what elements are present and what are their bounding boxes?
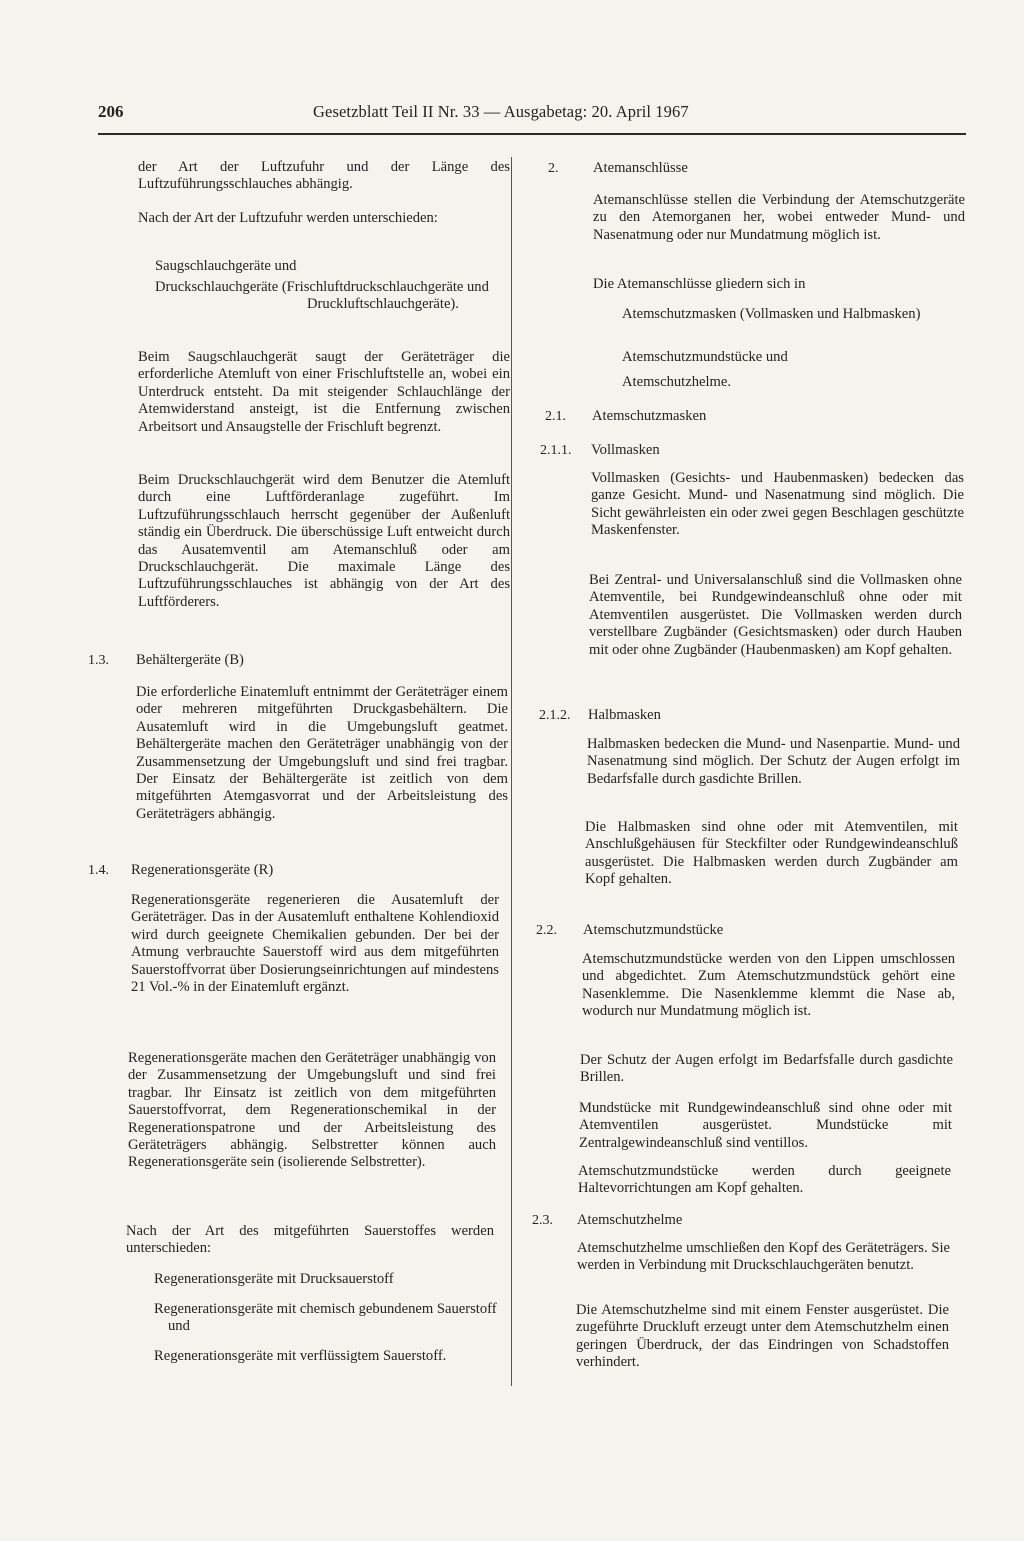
list-item: Regenerationsgeräte mit chemisch gebundenem Sauerstoff und [154, 1301, 497, 1335]
section-title: Behältergeräte (B) [136, 652, 244, 668]
paragraph: Atemschutzmundstücke werden durch geeignete Haltevorrichtungen am Kopf gehalten. [578, 1163, 951, 1197]
section-title: Regenerationsgeräte (R) [131, 862, 274, 878]
section-title: Atemschutzhelme [577, 1212, 683, 1228]
column-divider [511, 157, 512, 1386]
paragraph: Die Atemanschlüsse gliedern sich in [593, 276, 806, 292]
list-item: Saugschlauchgeräte und [155, 258, 297, 274]
paragraph: Der Schutz der Augen erfolgt im Bedarfsfalle durch gasdichte Brillen. [580, 1052, 953, 1086]
paragraph: Regenerationsgeräte regenerieren die Ausatemluft der Geräteträger. Das in der Ausatemluft enthaltene Kohlendioxid wird durch geeignete Chemikalien gebunden. Der bei der Atmung verbrauchte Sauerstoff wird aus dem mitgeführten Sauerstoffvorrat über Dosierungseinrichtungen auf mindestens 21 Vol.-% in der Einatemluft ergänzt. [131, 892, 499, 996]
paragraph: Nach der Art des mitgeführten Sauerstoffes werden unterschieden: [126, 1223, 494, 1257]
paragraph: Mundstücke mit Rundgewindeanschluß sind ohne oder mit Atemventilen ausgerüstet. Mundstücke mit Zentralgewindeanschluß sind ventillos. [579, 1100, 952, 1151]
section-number: 1.4. [88, 863, 109, 878]
list-item: Atemschutzmasken (Vollmasken und Halbmasken) [622, 306, 921, 322]
list-item: Regenerationsgeräte mit Drucksauerstoff [154, 1271, 394, 1287]
list-item: Atemschutzmundstücke und [622, 349, 788, 365]
list-item: Atemschutzhelme. [622, 374, 732, 390]
section-number: 2. [548, 161, 559, 176]
section-title: Vollmasken [591, 442, 660, 458]
page-header [98, 102, 964, 124]
paragraph: Regenerationsgeräte machen den Geräteträger unabhängig von der Zusammensetzung der Umgebungsluft und sind frei tragbar. Ihr Einsatz ist zeitlich von dem mitgeführten Sauerstoffvorrat, dem Regenerationschemikal in der Regenerationspatrone und der Arbeitsleistung des Geräteträgers abhängig. Selbstretter können auch Regenerationsgeräte sein (isolierende Selbstretter). [128, 1050, 496, 1171]
section-title: Atemschutzmundstücke [583, 922, 724, 938]
paragraph: Beim Saugschlauchgerät saugt der Geräteträger die erforderliche Atemluft von einer Frischluftstelle an, wobei ein Unterdruck entsteht. Da mit steigender Schlauchlänge der Atemwiderstand ansteigt, ist die Entfernung zwischen Arbeitsort und Ansaugstelle der Frischluft begrenzt. [138, 349, 510, 435]
running-title: Gesetzblatt Teil II Nr. 33 — Ausgabetag: 20. April 1967 [313, 102, 689, 121]
section-number: 2.1.1. [540, 443, 572, 458]
section-number: 2.3. [532, 1213, 553, 1228]
section-number: 2.2. [536, 923, 557, 938]
paragraph: der Art der Luftzufuhr und der Länge des Luftzuführungsschlauches abhängig. [138, 159, 510, 193]
paragraph: Die erforderliche Einatemluft entnimmt der Geräteträger einem oder mehreren mitgeführten Druckgasbehältern. Die Ausatemluft wird in die Umgebungsluft geatmet. Behältergeräte machen den Geräteträger unabhängig von der Zusammensetzung der Umgebungsluft und sind frei tragbar. Der Einsatz der Behältergeräte ist zeitlich von dem mitgeführten Atemgasvorrat und der Arbeitsleistung des Geräteträgers abhängig. [136, 684, 508, 822]
paragraph: Atemanschlüsse stellen die Verbindung der Atemschutzgeräte zu den Atemorganen her, wobei entweder Mund- und Nasenatmung oder nur Mundatmung möglich ist. [593, 192, 965, 243]
paragraph: Bei Zentral- und Universalanschluß sind die Vollmasken ohne Atemventile, bei Rundgewindeanschluß ohne oder mit Atemventilen ausgerüstet. Die Vollmasken werden durch verstellbare Zugbänder (Gesichtsmasken) oder durch Hauben mit oder ohne Zugbänder (Haubenmasken) am Kopf gehalten. [589, 572, 962, 658]
list-item: Regenerationsgeräte mit verflüssigtem Sauerstoff. [154, 1348, 447, 1364]
paragraph: Die Halbmasken sind ohne oder mit Atemventilen, mit Anschlußgehäusen für Steckfilter oder Rundgewindeanschluß ausgerüstet. Die Halbmasken werden durch Zugbänder am Kopf gehalten. [585, 819, 958, 888]
header-rule [98, 133, 966, 135]
section-number: 2.1.2. [539, 708, 571, 723]
section-title: Atemschutzmasken [592, 408, 707, 424]
page-number: 206 [98, 102, 124, 121]
section-number: 2.1. [545, 409, 566, 424]
paragraph: Die Atemschutzhelme sind mit einem Fenster ausgerüstet. Die zugeführte Druckluft erzeugt unter dem Atemschutzhelm einen geringen Überdruck, der das Eindringen von Schadstoffen verhindert. [576, 1302, 949, 1371]
list-item: Druckschlauchgeräte (Frischluftdruckschlauchgeräte und Druckluftschlauchgeräte). [155, 279, 489, 313]
section-number: 1.3. [88, 653, 109, 668]
section-title: Atemanschlüsse [593, 160, 688, 176]
paragraph: Vollmasken (Gesichts- und Haubenmasken) bedecken das ganze Gesicht. Mund- und Nasenatmung sind möglich. Die Sicht gewährleisten ein oder zwei gegen Beschlagen geschützte Maskenfenster. [591, 470, 964, 539]
paragraph: Atemschutzhelme umschließen den Kopf des Geräteträgers. Sie werden in Verbindung mit Druckschlauchgeräten benutzt. [577, 1240, 950, 1274]
paragraph: Halbmasken bedecken die Mund- und Nasenpartie. Mund- und Nasenatmung sind möglich. Der Schutz der Augen erfolgt im Bedarfsfalle durch gasdichte Brillen. [587, 736, 960, 787]
section-title: Halbmasken [588, 707, 661, 723]
paragraph: Nach der Art der Luftzufuhr werden unterschieden: [138, 210, 438, 226]
paragraph: Atemschutzmundstücke werden von den Lippen umschlossen und abgedichtet. Zum Atemschutzmundstück gehört eine Nasenklemme. Die Nasenklemme klemmt die Nase ab, wodurch nur Mundatmung möglich ist. [582, 951, 955, 1020]
paragraph: Beim Druckschlauchgerät wird dem Benutzer die Atemluft durch eine Luftförderanlage zugeführt. Im Luftzuführungsschlauch herrscht gegenüber der Außenluft ständig ein Überdruck. Die überschüssige Luft entweicht durch das Ausatemventil am Atemanschluß oder am Druckschlauchgerät. Die maximale Länge des Luftzuführungsschlauches ist abhängig von der Art des Luftförderers. [138, 472, 510, 610]
